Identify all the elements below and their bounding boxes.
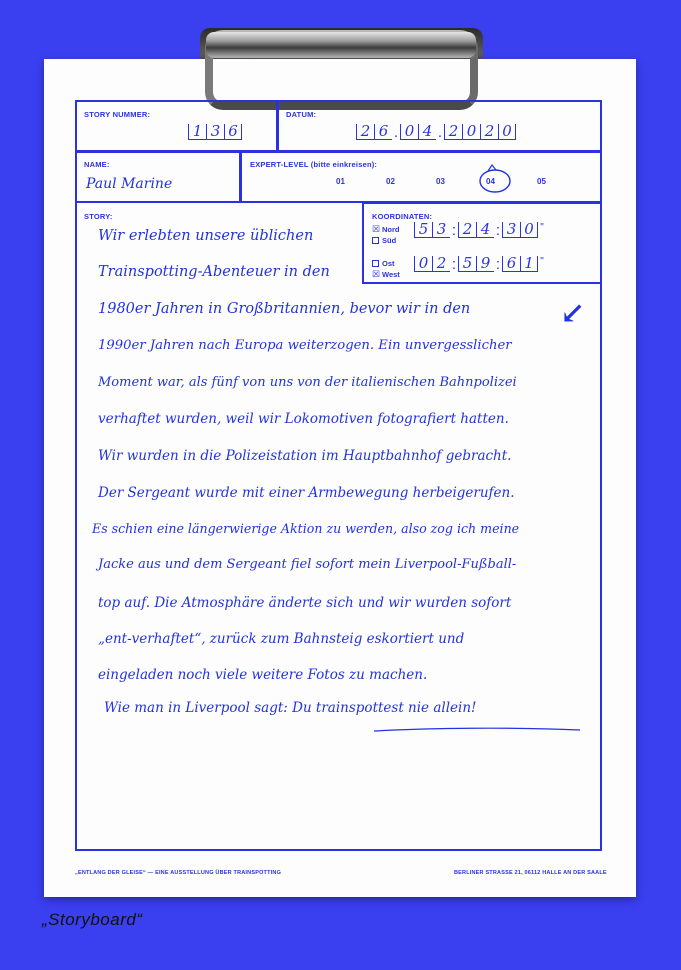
digit: 0	[520, 222, 538, 238]
story-line: „ent-verhaftet“, zurück zum Bahnsteig eskortiert und	[98, 631, 465, 647]
digit: 2	[444, 124, 462, 140]
ost-checkbox[interactable]	[372, 260, 379, 267]
story-line: Wir erlebten unsere üblichen	[98, 228, 314, 244]
digit: 5	[414, 222, 432, 238]
datum-digits: 2 6 . 0 4 . 2 0 2 0	[356, 124, 516, 142]
digit: 6	[224, 124, 242, 140]
nord-checkbox[interactable]: ☒	[372, 224, 381, 234]
digit: 0	[462, 124, 480, 140]
story-label: STORY:	[84, 212, 113, 221]
nord-label: Nord	[382, 225, 400, 234]
story-line: Es schien eine längerwierige Aktion zu werden, also zog ich meine	[92, 521, 520, 536]
story-line: 1990er Jahren nach Europa weiterzogen. Ein unvergesslicher	[98, 338, 512, 353]
story-number-digits	[188, 124, 242, 140]
west-checkbox[interactable]: ☒	[372, 269, 381, 279]
digit: 0	[414, 256, 432, 272]
digit: 0	[400, 124, 418, 140]
arrow-down-left-icon: ↙	[560, 296, 586, 331]
story-line: eingeladen noch viele weitere Fotos zu machen.	[98, 667, 428, 683]
latitude-digits: 5 3 : 2 4 : 3 0 "	[414, 222, 546, 240]
longitude-digits: 0 2 : 5 9 : 6 1 "	[414, 256, 546, 274]
story-line: Trainspotting-Abenteuer in den	[98, 264, 330, 280]
story-line: verhaftet wurden, weil wir Lokomotiven fotografiert hatten.	[98, 411, 509, 427]
digit: 5	[458, 256, 476, 272]
caption: „Storyboard“	[42, 910, 143, 929]
clipboard-clip-bar	[206, 32, 476, 58]
level-option-05[interactable]: 05	[537, 177, 546, 186]
digit: 6	[374, 124, 392, 140]
ost-label: Ost	[382, 259, 395, 268]
coordinates-label: KOORDINATEN:	[372, 212, 433, 221]
story-line: Jacke aus und dem Sergeant fiel sofort mein Liverpool-Fußball-	[98, 557, 517, 572]
digit: 3	[432, 222, 450, 238]
digit: 4	[476, 222, 494, 238]
digit: 3	[206, 124, 224, 140]
digit: 2	[432, 256, 450, 272]
digit: 2	[480, 124, 498, 140]
name-value: Paul Marine	[86, 176, 173, 192]
datum-label: DATUM:	[286, 110, 317, 119]
digit: 1	[188, 124, 206, 140]
story-line: top auf. Die Atmosphäre änderte sich und wir wurden sofort	[98, 595, 512, 611]
west-label: West	[382, 270, 400, 279]
level-circle-mark	[476, 163, 516, 195]
story-line: Der Sergeant wurde mit einer Armbewegung herbeigerufen.	[98, 485, 515, 501]
underline-stroke	[370, 724, 590, 736]
digit: 2	[356, 124, 374, 140]
seconds-mark: "	[540, 222, 544, 233]
level-option-02[interactable]: 02	[386, 177, 395, 186]
story-number-label: STORY NUMMER:	[84, 110, 151, 119]
story-line: Wir wurden in die Polizeistation im Hauptbahnhof gebracht.	[98, 448, 512, 464]
level-option-03[interactable]: 03	[436, 177, 445, 186]
digit: 9	[476, 256, 494, 272]
story-line: Moment war, als fünf von uns von der italienischen Bahnpolizei	[98, 375, 517, 390]
expert-level-box	[240, 151, 602, 203]
digit: 2	[458, 222, 476, 238]
footer-right: BERLINER STRASSE 21, 06112 HALLE AN DER SAALE	[454, 870, 607, 876]
digit: 4	[418, 124, 436, 140]
level-option-04[interactable]: 04	[486, 177, 495, 186]
name-label: NAME:	[84, 160, 110, 169]
seconds-mark: "	[540, 256, 544, 267]
digit: 0	[498, 124, 516, 140]
sued-label: Süd	[382, 236, 397, 245]
story-number-box	[75, 100, 278, 152]
digit: 3	[502, 222, 520, 238]
story-line: 1980er Jahren in Großbritannien, bevor wir in den	[98, 301, 471, 317]
digit: 6	[502, 256, 520, 272]
story-line: Wie man in Liverpool sagt: Du trainspottest nie allein!	[104, 700, 477, 716]
level-option-01[interactable]: 01	[336, 177, 345, 186]
digit: 1	[520, 256, 538, 272]
expert-level-label: EXPERT-LEVEL (bitte einkreisen):	[250, 160, 378, 169]
footer-left: „ENTLANG DER GLEISE“ — EINE AUSSTELLUNG ÜBER TRAINSPOTTING	[75, 870, 282, 876]
sued-checkbox[interactable]	[372, 237, 379, 244]
